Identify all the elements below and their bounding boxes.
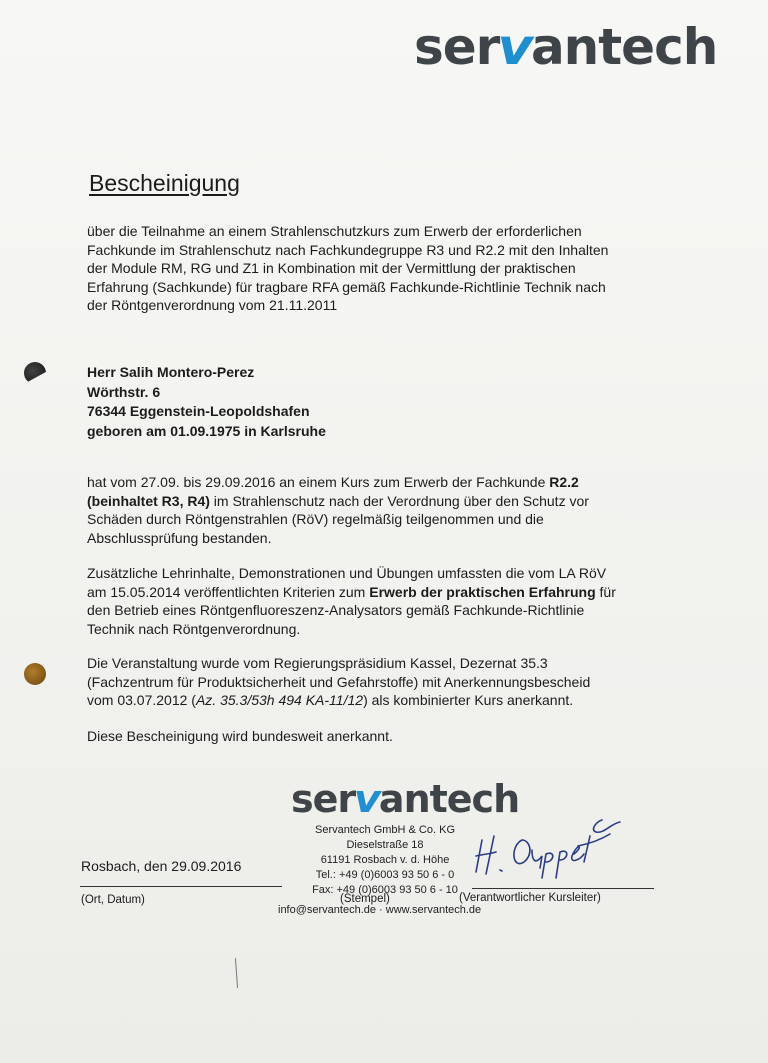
logo-text-post: antech: [378, 777, 520, 821]
text: im Strahlenschutz nach der Verordnung über den Schutz vor: [209, 492, 589, 509]
text: ) als kombinierter Kurs anerkannt.: [363, 692, 574, 708]
validity-statement: Diese Bescheinigung wird bundesweit anerkannt.: [87, 728, 393, 744]
content-line: Zusätzliche Lehrinhalte, Demonstrationen und Übungen umfassten die vom LA RöV: [87, 565, 607, 581]
intro-line: Erfahrung (Sachkunde) für tragbare RFA gemäß Fachkunde-Richtlinie Technik nach: [87, 278, 606, 295]
servantech-logo: [414, 18, 718, 76]
signature-line-left: [80, 886, 282, 887]
text: hat vom 27.09. bis 29.09.2016 an einem Kurs zum Erwerb der Fachkunde: [87, 474, 550, 490]
stamp-company: Servantech GmbH & Co. KG: [315, 824, 455, 836]
content-line: den Betrieb eines Röntgenfluoreszenz-Analysators gemäß Fachkunde-Richtlinie: [87, 602, 585, 618]
caption-stamp: (Stempel): [340, 893, 390, 905]
stamp-web: info@servantech.de · www.servantech.de: [278, 904, 482, 916]
content-line: Technik nach Röntgenverordnung.: [87, 620, 301, 637]
logo-text-v: v: [497, 18, 533, 76]
text: am 15.05.2014 veröffentlichten Kriterien zum: [87, 583, 370, 600]
course-paragraph: [87, 473, 589, 547]
punch-hole: [24, 663, 46, 685]
course-line: Schäden durch Röntgenstrahlen (RöV) regelmäßig teilgenommen und die: [87, 511, 544, 527]
recipient-city: 76344 Eggenstein-Leopoldshafen: [87, 403, 310, 419]
caption-place-date: (Ort, Datum): [81, 894, 145, 906]
stamp-fax: Fax: +49 (0)6003 93 50 6 - 10: [312, 884, 458, 896]
text: für: [595, 583, 616, 600]
logo-text-pre: ser: [414, 18, 500, 76]
stamp-street: Dieselstraße 18: [346, 839, 424, 851]
logo-text-post: antech: [530, 18, 718, 76]
pencil-mark: [235, 958, 240, 988]
bold-text: (beinhaltet R3, R4): [87, 492, 210, 509]
additional-content-paragraph: [87, 564, 616, 638]
document-title: Bescheinigung: [89, 170, 240, 196]
intro-line: der Module RM, RG und Z1 in Kombination mit der Vermittlung der praktischen: [87, 260, 576, 276]
bold-text: Erwerb der praktischen Erfahrung: [369, 583, 596, 600]
italic-text: Az. 35.3/53h 494 KA-11/12: [195, 692, 364, 708]
text: vom 03.07.2012 (: [87, 692, 196, 708]
place-date: Rosbach, den 29.09.2016: [81, 858, 242, 874]
recognition-line: Die Veranstaltung wurde vom Regierungspräsidium Kassel, Dezernat 35.3: [87, 655, 548, 671]
intro-paragraph: [87, 222, 608, 315]
intro-line: über die Teilnahme an einem Strahlenschutzkurs zum Erwerb der erforderlichen: [87, 223, 582, 239]
recognition-paragraph: [87, 654, 590, 710]
content-line: [87, 583, 616, 602]
bold-text: R2.2: [549, 474, 579, 490]
logo-text-v: v: [353, 777, 381, 821]
recipient-name: Herr Salih Montero-Perez: [87, 364, 255, 380]
intro-line: Fachkunde im Strahlenschutz nach Fachkundegruppe R3 und R2.2 mit den Inhalten: [87, 241, 609, 258]
signature-line-right: [472, 888, 654, 889]
intro-line: der Röntgenverordnung vom 21.11.2011: [87, 297, 338, 313]
stamp-tel: Tel.: +49 (0)6003 93 50 6 - 0: [315, 869, 455, 881]
stamp-city: 61191 Rosbach v. d. Höhe: [320, 854, 450, 866]
course-line: Abschlussprüfung bestanden.: [87, 529, 272, 546]
recipient-address: [87, 363, 326, 441]
recognition-line: (Fachzentrum für Produktsicherheit und Gefahrstoffe) mit Anerkennungsbescheid: [87, 673, 591, 690]
recipient-birth: geboren am 01.09.1975 in Karlsruhe: [87, 422, 326, 439]
recipient-street: Wörthstr. 6: [87, 383, 161, 400]
course-line: [87, 492, 589, 511]
signature: [470, 810, 630, 880]
caption-course-leader: (Verantwortlicher Kursleiter): [459, 892, 601, 904]
course-line: [87, 473, 589, 492]
recognition-line: [87, 691, 590, 710]
logo-text-pre: ser: [291, 777, 356, 821]
punch-hole: [24, 362, 46, 384]
